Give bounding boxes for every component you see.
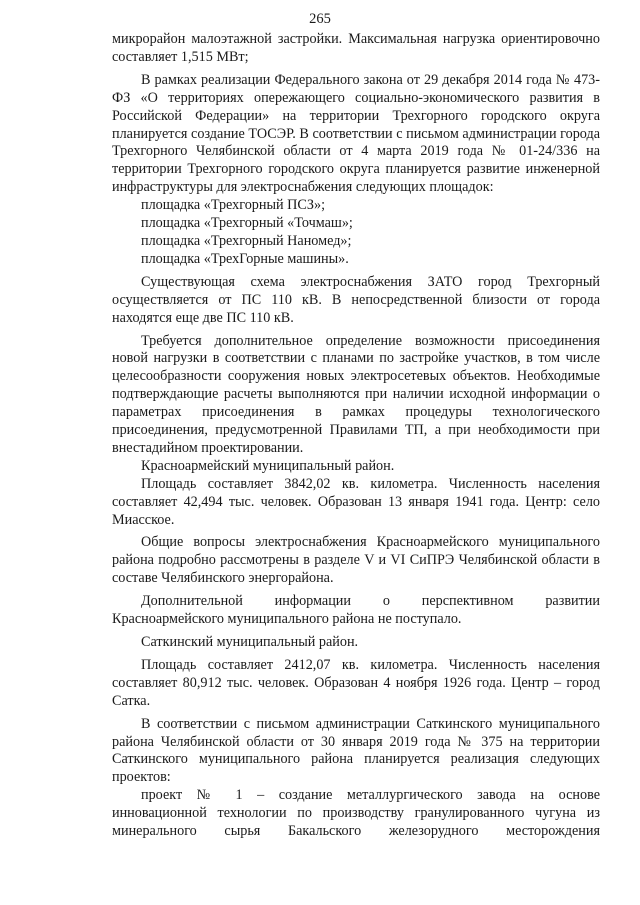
- page-number: 265: [309, 11, 331, 27]
- paragraph-tosor: В рамках реализации Федерального закона от 29 декабря 2014 года № 473-ФЗ «О территориях опережающего социально-экономического развития в Российской Федерации» на территории Трехгорного городского округа планируется создание ТОСЭР. В соответствии с письмом администрации города Трехгорного Челябинской области от 4 марта 2019 года № 01-24/336 на территории Трехгорного городского округа планируется развитие инженерной инфраструктуры для электроснабжения следующих площадок:: [112, 71, 600, 196]
- paragraph-satkinsky-area: Площадь составляет 2412,07 кв. километра. Численность населения составляет 80,912 тыс. человек. Образован 4 ноября 1926 года. Центр – город Сатка.: [112, 656, 600, 709]
- paragraph-krasnoarmeysky-no-info: Дополнительной информации о перспективном развитии Красноармейского муниципального района не поступало.: [112, 593, 600, 628]
- heading-satkinsky: Саткинский муниципальный район.: [141, 634, 359, 650]
- paragraph-project-1: проект № 1 – создание металлургического завода на основе инновационной технологии по производству гранулированного чугуна из минерального сырья Бакальского железорудного месторождения: [112, 787, 600, 840]
- paragraph-additional-connection: Требуется дополнительное определение возможности присоединения новой нагрузки в соответствии с планами по застройке участков, в том числе целесообразности сооружения новых электросетевых объектов. Необходимые подтверждающие расчеты выполняются при наличии исходной информации о параметрах присоединения в рамках процедуры технологического присоединения, предусмотренной Правилами ТП, а при необходимости при внестадийном проектировании.: [112, 332, 600, 456]
- paragraph-existing-scheme: Существующая схема электроснабжения ЗАТО город Трехгорный осуществляется от ПС 110 кВ. В непосредственной близости от города находятся еще две ПС 110 кВ.: [112, 273, 600, 326]
- heading-krasnoarmeysky: Красноармейский муниципальный район.: [141, 457, 395, 474]
- list-item-site-machines: площадка «ТрехГорные машины».: [141, 250, 349, 267]
- paragraph-krasnoarmeysky-area: Площадь составляет 3842,02 кв. километра. Численность населения составляет 42,494 тыс. человек. Образован 13 января 1941 года. Центр: село Миасское.: [112, 475, 600, 528]
- list-item-site-nanomed: площадка «Трехгорный Наномед»;: [141, 232, 352, 249]
- list-item-site-tochmash: площадка «Трехгорный «Точмаш»;: [141, 215, 353, 232]
- paragraph-satkinsky-letter: В соответствии с письмом администрации Саткинского муниципального района Челябинской области от 30 января 2019 года № 375 на территории Саткинского муниципального района планируется реализация следующих проектов:: [112, 715, 600, 786]
- paragraph-krasnoarmeysky-power: Общие вопросы электроснабжения Красноармейского муниципального района подробно рассмотрены в разделе V и VI СиПРЭ Челябинской области в составе Челябинского энергорайона.: [112, 534, 600, 587]
- list-item-site-psz: площадка «Трехгорный ПСЗ»;: [141, 197, 326, 214]
- paragraph-microdistrict: микрорайон малоэтажной застройки. Максимальная нагрузка ориентировочно составляет 1,515 МВт;: [112, 31, 600, 65]
- document-body: [112, 31, 600, 841]
